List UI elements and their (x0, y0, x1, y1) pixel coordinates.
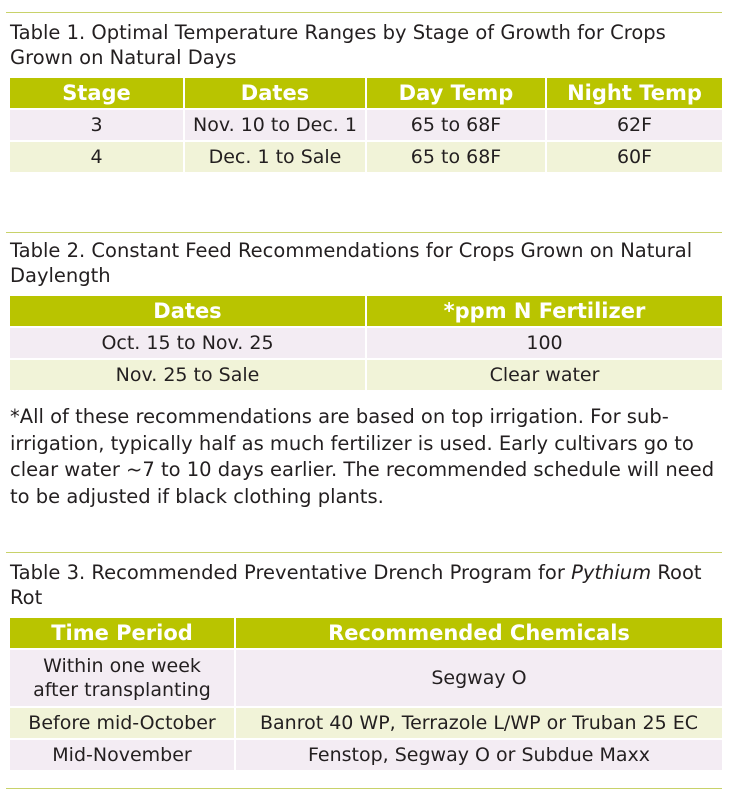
cell-chemicals: Fenstop, Segway O or Subdue Maxx (235, 739, 723, 771)
table2-caption: Table 2. Constant Feed Recommendations for Crops Grown on Natural Daylength (10, 239, 693, 287)
header-day-temp: Day Temp (366, 77, 546, 109)
caption-italic-genus: Pythium (571, 561, 652, 584)
cell-fertilizer: Clear water (366, 359, 723, 391)
table-row (9, 649, 723, 707)
table-header-row (9, 295, 723, 327)
cell-night-temp: 62F (546, 109, 723, 141)
cell-dates: Nov. 25 to Sale (9, 359, 366, 391)
cell-time-period: Before mid-October (9, 707, 235, 739)
top-rule-table1 (6, 12, 722, 13)
cell-night-temp: 60F (546, 141, 723, 173)
header-recommended-chemicals: Recommended Chemicals (235, 617, 723, 649)
header-time-period: Time Period (9, 617, 235, 649)
top-rule-table3 (6, 552, 722, 553)
bottom-rule (6, 788, 722, 789)
caption-text-end: Root Rot (10, 561, 702, 609)
cell-dates: Nov. 10 to Dec. 1 (184, 109, 366, 141)
cell-dates: Oct. 15 to Nov. 25 (9, 327, 366, 359)
cell-day-temp: 65 to 68F (366, 109, 546, 141)
table3-caption (10, 560, 722, 610)
temperature-table (8, 76, 724, 174)
table-header-row (9, 617, 723, 649)
header-dates: Dates (184, 77, 366, 109)
header-ppm-n-fertilizer: *ppm N Fertilizer (366, 295, 723, 327)
feed-table (8, 294, 724, 392)
cell-chemicals: Segway O (235, 649, 723, 707)
drench-program-table (8, 616, 724, 772)
header-stage: Stage (9, 77, 184, 109)
table-row (9, 739, 723, 771)
caption-text: Table 3. Recommended Preventative Drench Program for (10, 561, 572, 584)
cell-time-period: Within one week after transplanting (9, 649, 235, 707)
header-night-temp: Night Temp (546, 77, 723, 109)
cell-dates: Dec. 1 to Sale (184, 141, 366, 173)
table-row (9, 707, 723, 739)
cell-chemicals: Banrot 40 WP, Terrazole L/WP or Truban 25 EC (235, 707, 723, 739)
table-header-row (9, 77, 723, 109)
table-row (9, 109, 723, 141)
table-row (9, 327, 723, 359)
table-row (9, 141, 723, 173)
table1-caption: Table 1. Optimal Temperature Ranges by Stage of Growth for Crops Grown on Natural Days (10, 21, 666, 69)
cell-stage: 4 (9, 141, 184, 173)
header-dates: Dates (9, 295, 366, 327)
cell-fertilizer: 100 (366, 327, 723, 359)
table2-footnote: *All of these recommendations are based on top irrigation. For sub-irrigation, typically half as much fertilizer is used. Early cultivars go to clear water ~7 to 10 days earlier. The recommended schedule will need to be adjusted if black clothing plants. (10, 405, 715, 508)
cell-stage: 3 (9, 109, 184, 141)
table-row (9, 359, 723, 391)
top-rule-table2 (6, 232, 722, 233)
cell-day-temp: 65 to 68F (366, 141, 546, 173)
cell-time-period: Mid-November (9, 739, 235, 771)
